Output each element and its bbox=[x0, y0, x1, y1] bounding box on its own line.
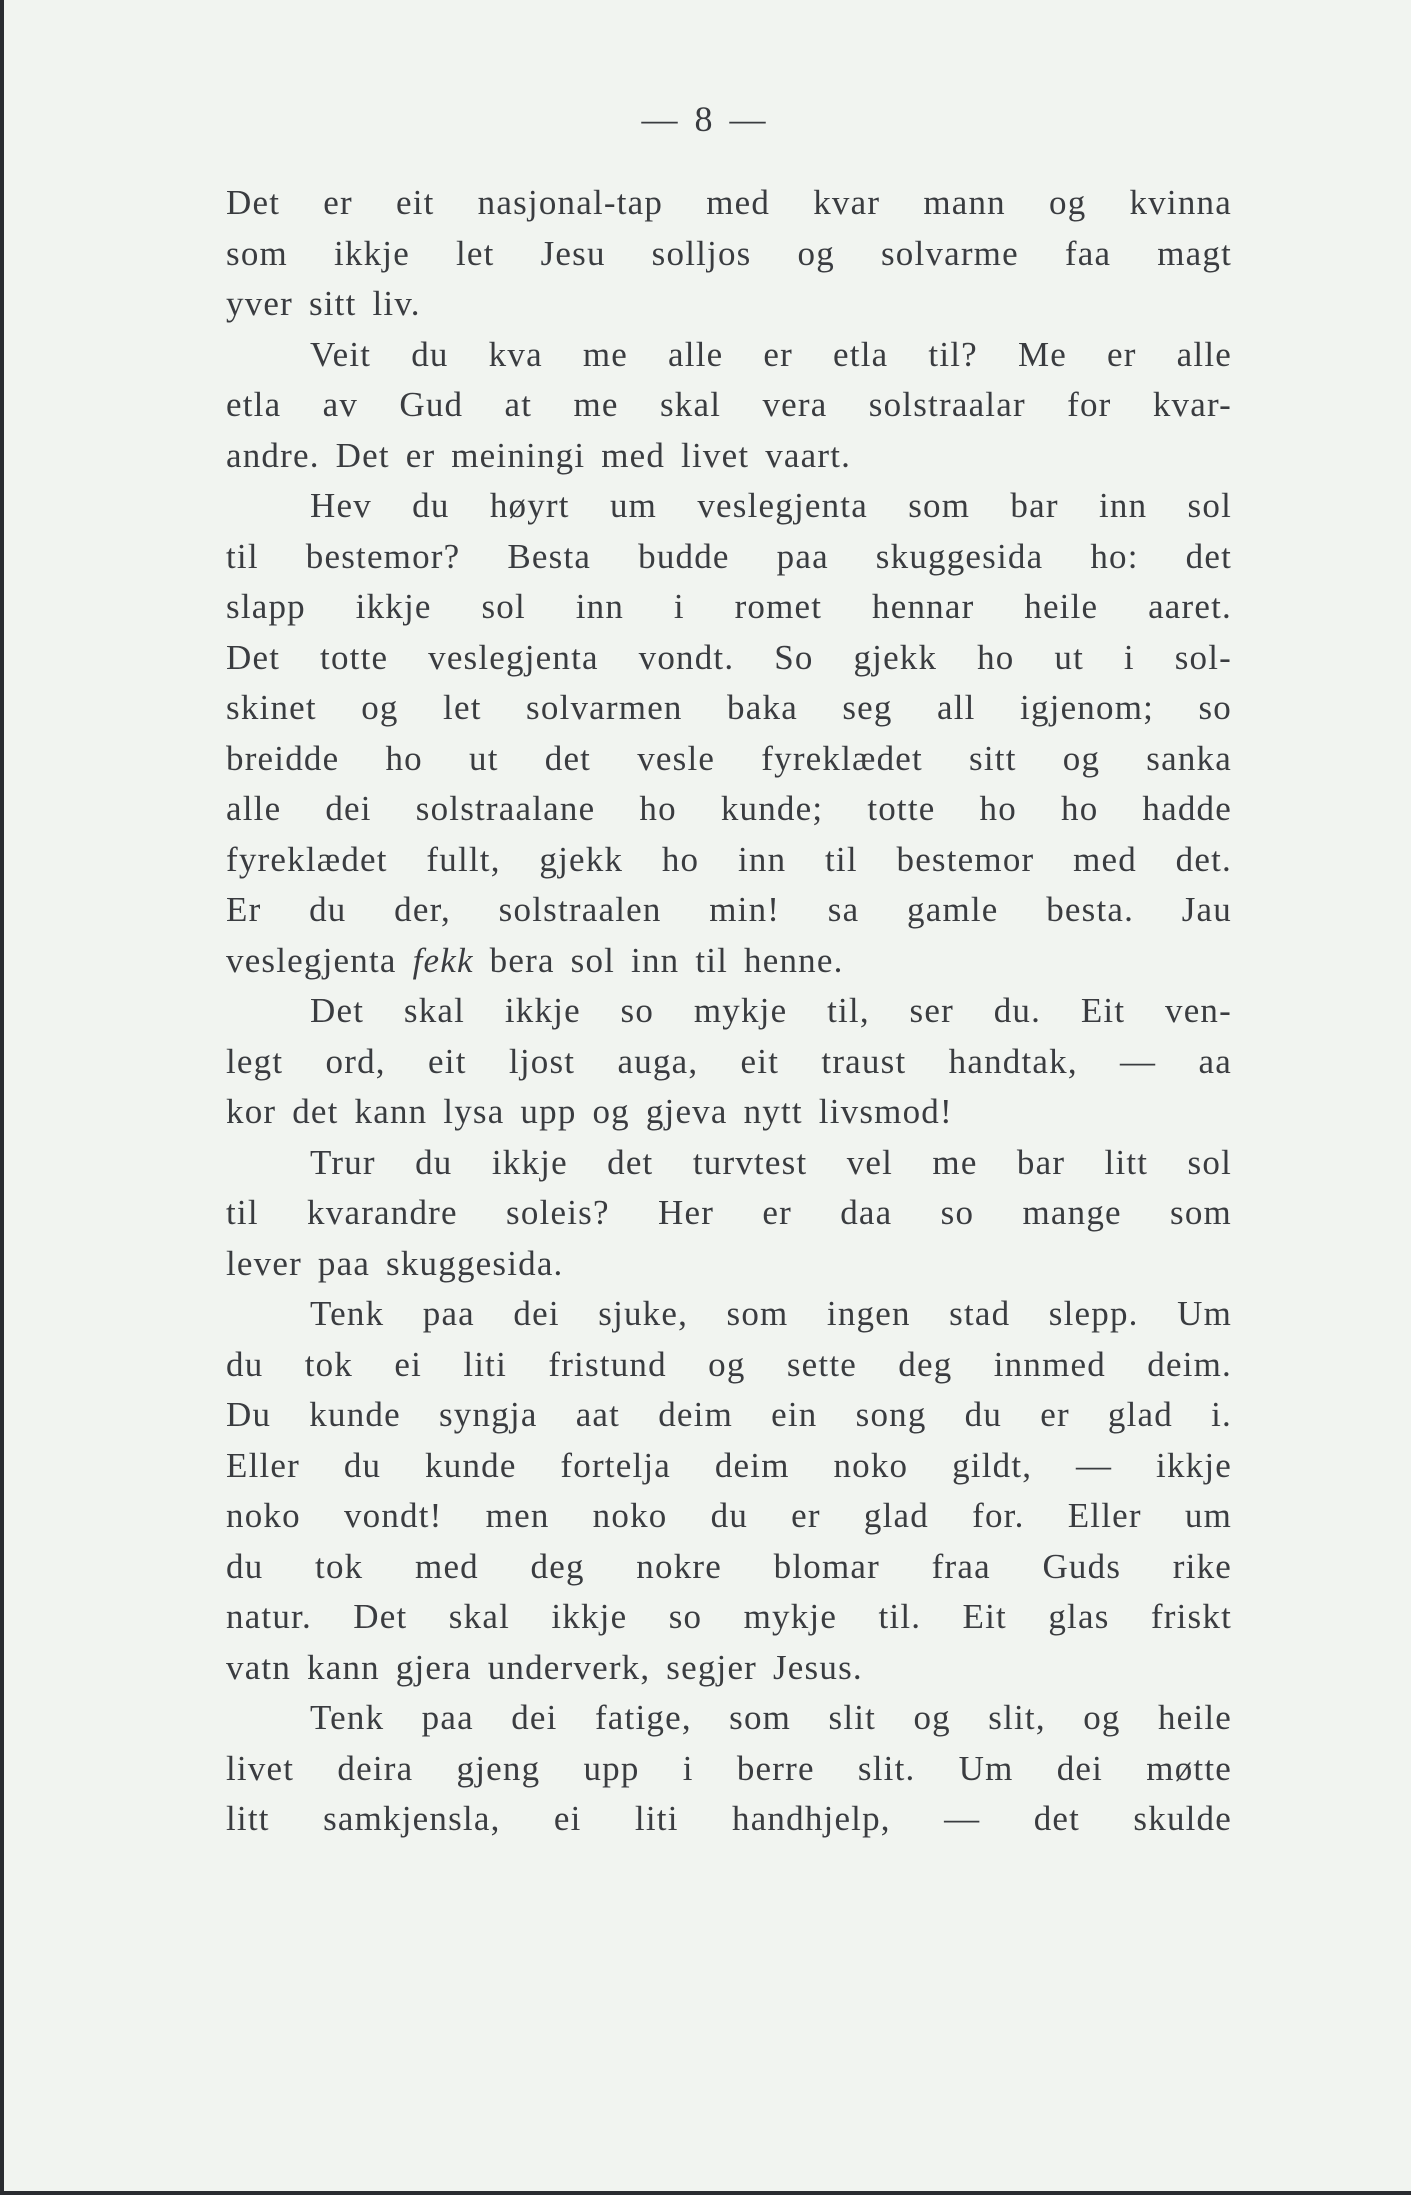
text-line: slapp ikkje sol inn i romet hennar heile aaret. bbox=[226, 587, 1232, 626]
text-line: fyreklædet fullt, gjekk ho inn til bestemor med det. bbox=[226, 839, 1232, 879]
text-line: andre. Det er meiningi med livet vaart. bbox=[226, 435, 852, 475]
text-line: Det totte veslegjenta vondt. So gjekk ho ut i sol- bbox=[226, 637, 1232, 677]
text-line: livet deira gjeng upp i berre slit. Um dei møtte bbox=[226, 1748, 1232, 1788]
text-line bbox=[226, 936, 1232, 987]
text-line: til kvarandre soleis? Her er daa so mange som bbox=[226, 1193, 1232, 1232]
text-line: Veit du kva me alle er etla til? Me er alle bbox=[310, 334, 1232, 374]
text-line: yver sitt liv. bbox=[226, 284, 421, 323]
text-line: alle dei solstraalane ho kunde; totte ho ho hadde bbox=[226, 789, 1232, 828]
text-line: Tenk paa dei sjuke, som ingen stad slepp. Um bbox=[310, 1294, 1232, 1333]
text-line: Det er eit nasjonal-tap med kvar mann og kvinna bbox=[226, 183, 1232, 222]
text-line: kor det kann lysa upp og gjeva nytt livsmod! bbox=[226, 1092, 953, 1131]
text-line: breidde ho ut det vesle fyreklædet sitt og sanka bbox=[226, 738, 1232, 778]
scan-edge-bottom bbox=[0, 2191, 1411, 2195]
italic-word: fekk bbox=[412, 940, 474, 980]
text-line: lever paa skuggesida. bbox=[226, 1243, 564, 1283]
text-line: Er du der, solstraalen min! sa gamle besta. Jau bbox=[226, 890, 1232, 929]
text-line: du tok ei liti fristund og sette deg innmed deim. bbox=[226, 1344, 1232, 1384]
text-line: natur. Det skal ikkje so mykje til. Eit glas friskt bbox=[226, 1597, 1232, 1636]
text-line: etla av Gud at me skal vera solstraalar for kvar- bbox=[226, 385, 1232, 424]
text-line: du tok med deg nokre blomar fraa Guds rike bbox=[226, 1546, 1232, 1586]
text-span: bera sol inn til henne. bbox=[473, 940, 844, 980]
page-number: — 8 — bbox=[641, 99, 770, 139]
text-span: veslegjenta bbox=[226, 940, 413, 980]
body-text bbox=[226, 178, 1232, 1845]
text-line: Hev du høyrt um veslegjenta som bar inn sol bbox=[310, 486, 1232, 525]
text-line: legt ord, eit ljost auga, eit traust handtak, — aa bbox=[226, 1041, 1232, 1081]
text-line: Eller du kunde fortelja deim noko gildt, — ikkje bbox=[226, 1445, 1232, 1485]
text-line: Du kunde syngja aat deim ein song du er glad i. bbox=[226, 1395, 1232, 1434]
text-line: noko vondt! men noko du er glad for. Eller um bbox=[226, 1496, 1232, 1535]
text-line: Tenk paa dei fatige, som slit og slit, og heile bbox=[310, 1698, 1232, 1737]
scan-edge-left bbox=[0, 0, 4, 2195]
text-line: skinet og let solvarmen baka seg all igjenom; so bbox=[226, 688, 1232, 727]
text-line: Trur du ikkje det turvtest vel me bar litt sol bbox=[310, 1142, 1232, 1182]
text-line: som ikkje let Jesu solljos og solvarme faa magt bbox=[226, 233, 1232, 273]
text-line: til bestemor? Besta budde paa skuggesida ho: det bbox=[226, 536, 1232, 576]
text-line: litt samkjensla, ei liti handhjelp, — det skulde bbox=[226, 1799, 1232, 1838]
text-line: Det skal ikkje so mykje til, ser du. Eit ven- bbox=[310, 991, 1232, 1030]
text-line: vatn kann gjera underverk, segjer Jesus. bbox=[226, 1647, 863, 1687]
